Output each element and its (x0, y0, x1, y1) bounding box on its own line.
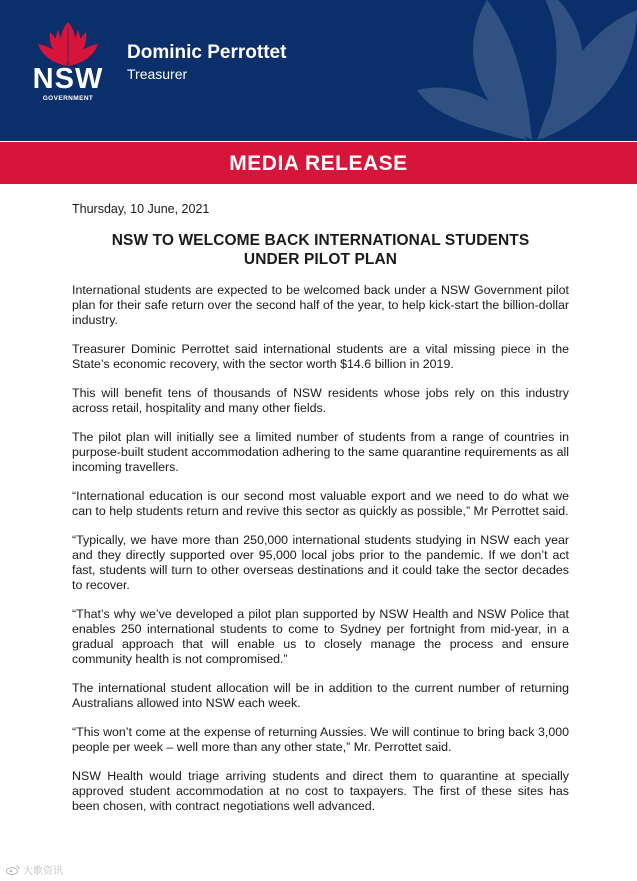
headline (72, 231, 569, 269)
paragraph: “Typically, we have more than 250,000 international students studying in NSW each year and they directly supported over 95,000 local jobs prior to the pandemic. If we don’t act fast, students will turn to other overseas destinations and it could take the sector decades to recover. (72, 533, 569, 592)
media-release-banner: MEDIA RELEASE (0, 142, 637, 184)
headline-line: UNDER PILOT PLAN (243, 251, 398, 268)
paragraph: “That’s why we’ve developed a pilot plan supported by NSW Health and NSW Police that enables 250 international students to come to Sydney per fortnight from mid-year, in a gradual approach that will enable us to closely manage the process and ensure community health is not compromised.” (72, 607, 569, 666)
release-date: Thursday, 10 June, 2021 (72, 202, 210, 216)
paragraph: “This won’t come at the expense of returning Aussies. We will continue to bring back 3,000 people per week – well more than any other state,” Mr. Perrottet said. (72, 725, 569, 754)
nsw-government-logo (28, 20, 108, 120)
paragraph: The international student allocation will be in addition to the current number of returning Australians allowed into NSW each week. (72, 681, 569, 710)
logo-wordmark: NSW (32, 63, 104, 95)
release-body (72, 202, 569, 828)
weibo-icon (6, 864, 20, 875)
logo-subtext: GOVERNMENT (42, 95, 94, 102)
minister-name: Dominic Perrottet (127, 42, 287, 63)
paragraph: International students are expected to be welcomed back under a NSW Government pilot plan for their safe return over the second half of the year, to help kick-start the billion-dollar industry. (72, 283, 569, 327)
watermark-text: 大歌资讯 (23, 866, 63, 877)
paragraph: “International education is our second most valuable export and we need to do what we can to help students return and revive this sector as quickly as possible,” Mr Perrottet said. (72, 489, 569, 518)
paragraph: Treasurer Dominic Perrottet said international students are a vital missing piece in the State’s economic recovery, with the sector worth $14.6 billion in 2019. (72, 342, 569, 371)
waratah-decoration-icon (417, 0, 637, 141)
paragraph: NSW Health would triage arriving students and direct them to quarantine at specially approved student accommodation at no cost to taxpayers. The first of these sites has been chosen, with contract negotiations well advanced. (72, 769, 569, 813)
watermark (6, 862, 63, 877)
header (0, 0, 637, 141)
paragraph: The pilot plan will initially see a limited number of students from a range of countries in purpose-built student accommodation adhering to the same quarantine requirements as all incoming travellers. (72, 430, 569, 474)
headline-line: NSW TO WELCOME BACK INTERNATIONAL STUDENTS (111, 232, 530, 249)
minister-title: Treasurer (127, 66, 188, 82)
paragraph: This will benefit tens of thousands of NSW residents whose jobs rely on this industry across retail, hospitality and many other fields. (72, 386, 569, 415)
